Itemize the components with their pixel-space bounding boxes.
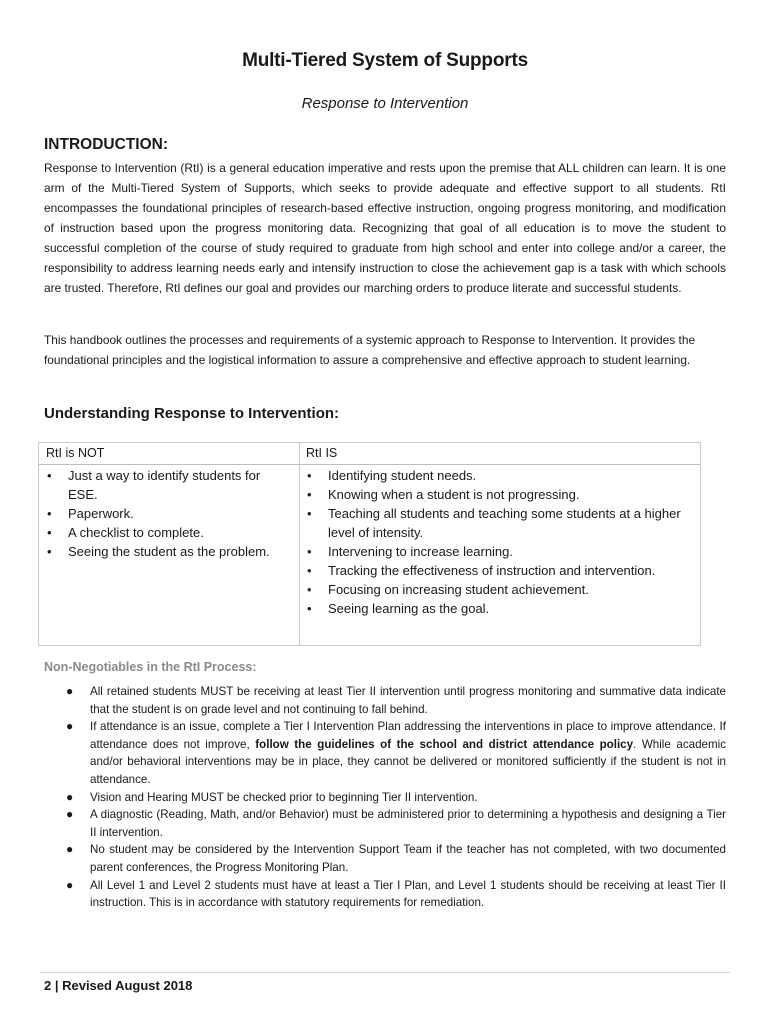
rti-not-item-text: A checklist to complete. xyxy=(68,525,204,540)
bullet-icon: • xyxy=(47,544,52,559)
rti-is-item-text: Seeing learning as the goal. xyxy=(328,601,490,616)
rti-is-item xyxy=(299,580,700,599)
rti-is-item xyxy=(299,504,700,542)
introduction-paragraph-2: This handbook outlines the processes and requirements of a systemic approach to Response to Intervention. It provides the foundational principles and the logistical information to assure a comprehensive and effective approach to student learning. xyxy=(44,333,696,367)
bullet-icon: • xyxy=(47,468,52,483)
bullet-icon: • xyxy=(307,487,312,502)
document-subtitle: Response to Intervention xyxy=(301,95,469,112)
non-negotiable-item xyxy=(66,806,726,841)
non-negotiable-text: A diagnostic (Reading, Math, and/or Behavior) must be administered prior to determining a hypothesis and designing a Tier II intervention. xyxy=(90,808,726,839)
bullet-icon: • xyxy=(307,601,312,616)
introduction-paragraph-1: Response to Intervention (RtI) is a general education imperative and rests upon the premise that ALL children can learn. It is one arm of the Multi-Tiered System of Supports, which seeks to provide adequate and effective support to all students. RtI encompasses the foundational principles of research-based effective instruction, ongoing progress monitoring, and modification of instruction based upon the progress monitoring data. Recognizing that goal of all education is to move the student to successful completion of the course of study required to graduate from high school and enter into college and/or a career, the responsibility to address learning needs early and intensify instruction to close the achievement gap is a task with which schools are trusted. Therefore, RtI defines our goal and provides our marching orders to produce literate and successful students. xyxy=(44,161,726,295)
rti-is-item-text: Intervening to increase learning. xyxy=(328,544,514,559)
understanding-heading: Understanding Response to Intervention: xyxy=(44,405,340,422)
bullet-icon: • xyxy=(307,468,312,483)
rti-not-item xyxy=(39,523,299,542)
bullet-icon: ● xyxy=(66,877,74,892)
rti-is-item-text: Tracking the effectiveness of instruction and intervention. xyxy=(328,563,656,578)
bullet-icon: ● xyxy=(66,789,74,804)
bullet-icon: • xyxy=(307,506,312,521)
rti-not-item-text: Paperwork. xyxy=(68,506,134,521)
rti-not-item xyxy=(39,466,299,504)
non-negotiable-text: If attendance is an issue, complete a Tier I Intervention Plan addressing the interventions in place to improve attendance. If attendance does not improve, xyxy=(90,720,726,751)
bullet-icon: • xyxy=(307,582,312,597)
bullet-icon: ● xyxy=(66,842,74,857)
rti-not-header: RtI is NOT xyxy=(39,443,299,465)
bullet-icon: • xyxy=(307,563,312,578)
introduction-heading: INTRODUCTION: xyxy=(44,136,168,153)
non-negotiable-item xyxy=(66,789,726,807)
footer-divider xyxy=(40,972,730,973)
page-footer: 2 | Revised August 2018 xyxy=(44,978,193,993)
non-negotiables-heading: Non-Negotiables in the RtI Process: xyxy=(44,660,257,674)
rti-is-item-text: Identifying student needs. xyxy=(328,468,477,483)
rti-is-item-text: Teaching all students and teaching some students at a higher level of intensity. xyxy=(328,506,681,540)
bullet-icon: ● xyxy=(66,719,74,734)
bullet-icon: • xyxy=(307,544,312,559)
non-negotiable-item xyxy=(66,841,726,876)
non-negotiable-text: No student may be considered by the Intervention Support Team if the teacher has not completed, with two documented parent conferences, the Progress Monitoring Plan. xyxy=(90,843,726,874)
rti-is-item-text: Focusing on increasing student achievement. xyxy=(328,582,589,597)
non-negotiable-text: All Level 1 and Level 2 students must have at least a Tier I Plan, and Level 1 students should be receiving at least Tier II instruction. This is in accordance with statutory requirements for remediation. xyxy=(90,878,726,910)
non-negotiables-list xyxy=(66,683,726,912)
rti-not-item xyxy=(39,542,299,561)
non-negotiable-item xyxy=(66,718,726,788)
bullet-icon: • xyxy=(47,525,52,540)
rti-not-item-text: Seeing the student as the problem. xyxy=(68,544,270,559)
document-title: Multi-Tiered System of Supports xyxy=(242,50,528,71)
rti-comparison-table xyxy=(38,442,701,646)
non-negotiable-item xyxy=(66,877,726,912)
rti-is-item xyxy=(299,542,700,561)
rti-not-item xyxy=(39,504,299,523)
bullet-icon: ● xyxy=(66,807,74,822)
rti-is-list xyxy=(299,465,700,618)
rti-is-item xyxy=(299,485,700,504)
rti-is-column xyxy=(299,443,700,645)
rti-not-column xyxy=(39,443,300,645)
rti-not-item-text: Just a way to identify students for ESE. xyxy=(68,468,261,502)
rti-is-item xyxy=(299,466,700,485)
rti-is-header: RtI IS xyxy=(299,443,700,465)
rti-not-list xyxy=(39,465,299,561)
bullet-icon: ● xyxy=(66,684,74,698)
non-negotiable-item xyxy=(66,683,726,718)
non-negotiable-text: Vision and Hearing MUST be checked prior to beginning Tier II intervention. xyxy=(90,790,478,804)
non-negotiable-emphasis: follow the guidelines of the school and district attendance policy xyxy=(255,737,634,751)
bullet-icon: • xyxy=(47,506,52,521)
non-negotiable-text-continued: . While academic and/or behavioral interventions may be in place, they cannot be delivered or monitored sufficiently if the student is not in attendance. xyxy=(90,737,726,786)
rti-is-item xyxy=(299,599,700,618)
non-negotiable-text: All retained students MUST be receiving at least Tier II intervention until progress monitoring and summative data indicate that the student is on grade level and not continuing to fall behind. xyxy=(90,685,726,716)
rti-is-item xyxy=(299,561,700,580)
rti-is-item-text: Knowing when a student is not progressing. xyxy=(328,487,580,502)
